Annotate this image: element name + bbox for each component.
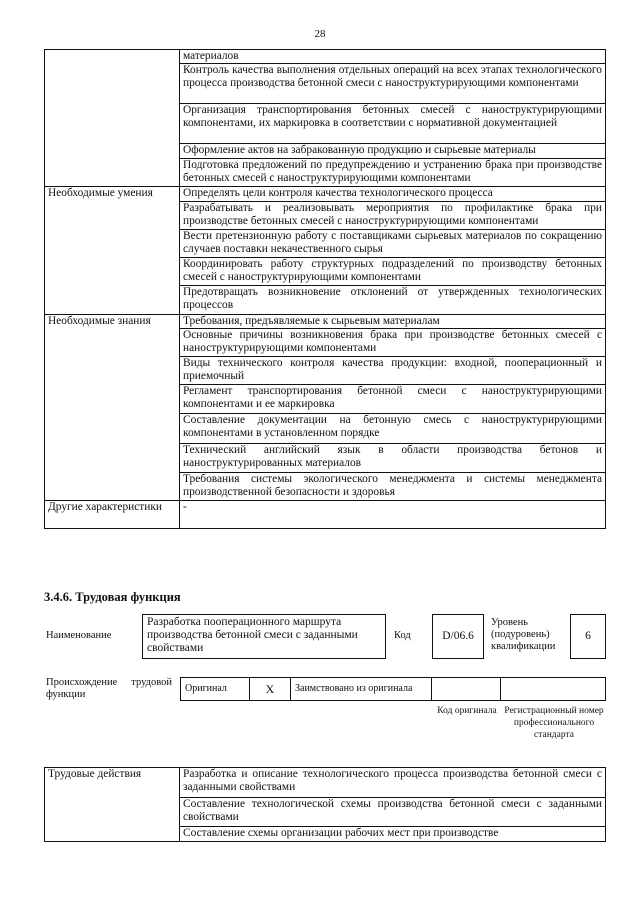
labor-actions-label: Трудовые действия [45,768,180,842]
original-mark: X [249,677,291,701]
section-title: 3.4.6. Трудовая функция [44,590,181,604]
table-cell: Требования системы экологического менеджмента и системы менеджмента производственной безопасности и здоровья [180,473,606,501]
table-cell: Технический английский язык в области производства бетонов и наноструктурированных материалов [180,444,606,473]
table-cell: Определять цели контроля качества технологического процесса [180,187,606,202]
table-cell: Основные причины возникновения брака при производстве бетонных смесей с наноструктурирующими компонентами [180,329,606,357]
table-cell: Составление схемы организации рабочих мест при производстве [180,827,606,842]
table-cell: материалов [180,50,606,64]
reg-number-label: Регистрационный номер профессионального стандарта [504,706,604,740]
skills-label: Необходимые умения [45,187,180,315]
table-cell: Подготовка предложений по предупреждению и устранению брака при производстве бетонных смесей с наноструктурирующими компонентами [180,159,606,187]
origin-label: Происхождение трудовой функции [46,677,172,700]
level-label: Уровень (подуровень) квалификации [491,617,556,652]
code-label: Код [394,630,411,641]
table-cell: Вести претензионную работу с поставщиками сырьевых материалов по сокращению случаев поставки некачественного сырья [180,230,606,258]
borrowed-label: Заимствовано из оригинала [290,677,432,701]
requirements-table [44,49,606,529]
table-cell: Требования, предъявляемые к сырьевым материалам [180,315,606,329]
function-name-box: Разработка пооперационного маршрута производства бетонной смеси с заданными свойствами [142,614,386,659]
table-cell: Регламент транспортирования бетонной смеси с наноструктурирующими компонентами и ее маркировка [180,385,606,414]
knowledge-label: Необходимые знания [45,315,180,501]
table-cell: Организация транспортирования бетонных смесей с наноструктурирующими компонентами, их маркировка в соответствии с нормативной документацией [180,104,606,144]
table-cell: Предотвращать возникновение отклонений от утвержденных технологических процессов [180,286,606,315]
original-label: Оригинал [180,677,250,701]
code-original-cell [431,677,501,701]
other-label: Другие характеристики [45,501,180,529]
code-original-label: Код оригинала [437,706,497,716]
table-cell: Координировать работу структурных подразделений по производству бетонных смесей с наноструктурирующими компонентами [180,258,606,286]
table-cell: Составление технологической схемы производства бетонной смеси с заданными свойствами [180,798,606,827]
table-cell: Виды технического контроля качества продукции: входной, пооперационный и приемочный [180,357,606,385]
labor-actions-table [44,767,606,842]
table-cell: Оформление актов на забракованную продукцию и сырьевые материалы [180,144,606,159]
other-value: - [180,501,606,529]
name-label: Наименование [46,630,112,641]
code-box: D/06.6 [432,614,484,659]
table-cell: Разработка и описание технологического процесса производства бетонной смеси с заданными свойствами [180,768,606,798]
table-cell: Контроль качества выполнения отдельных операций на всех этапах технологического процесса производства бетонной смеси с наноструктурирующими компонентами [180,64,606,104]
level-box: 6 [570,614,606,659]
reg-number-cell [500,677,606,701]
table-cell: Разрабатывать и реализовывать мероприятия по профилактике брака при производстве бетонных смесей с наноструктурирующими компонентами [180,202,606,230]
empty-label-cell [45,50,180,187]
table-cell: Составление документации на бетонную смесь с наноструктурирующими компонентами в установленном порядке [180,414,606,444]
page-number: 28 [314,28,326,40]
